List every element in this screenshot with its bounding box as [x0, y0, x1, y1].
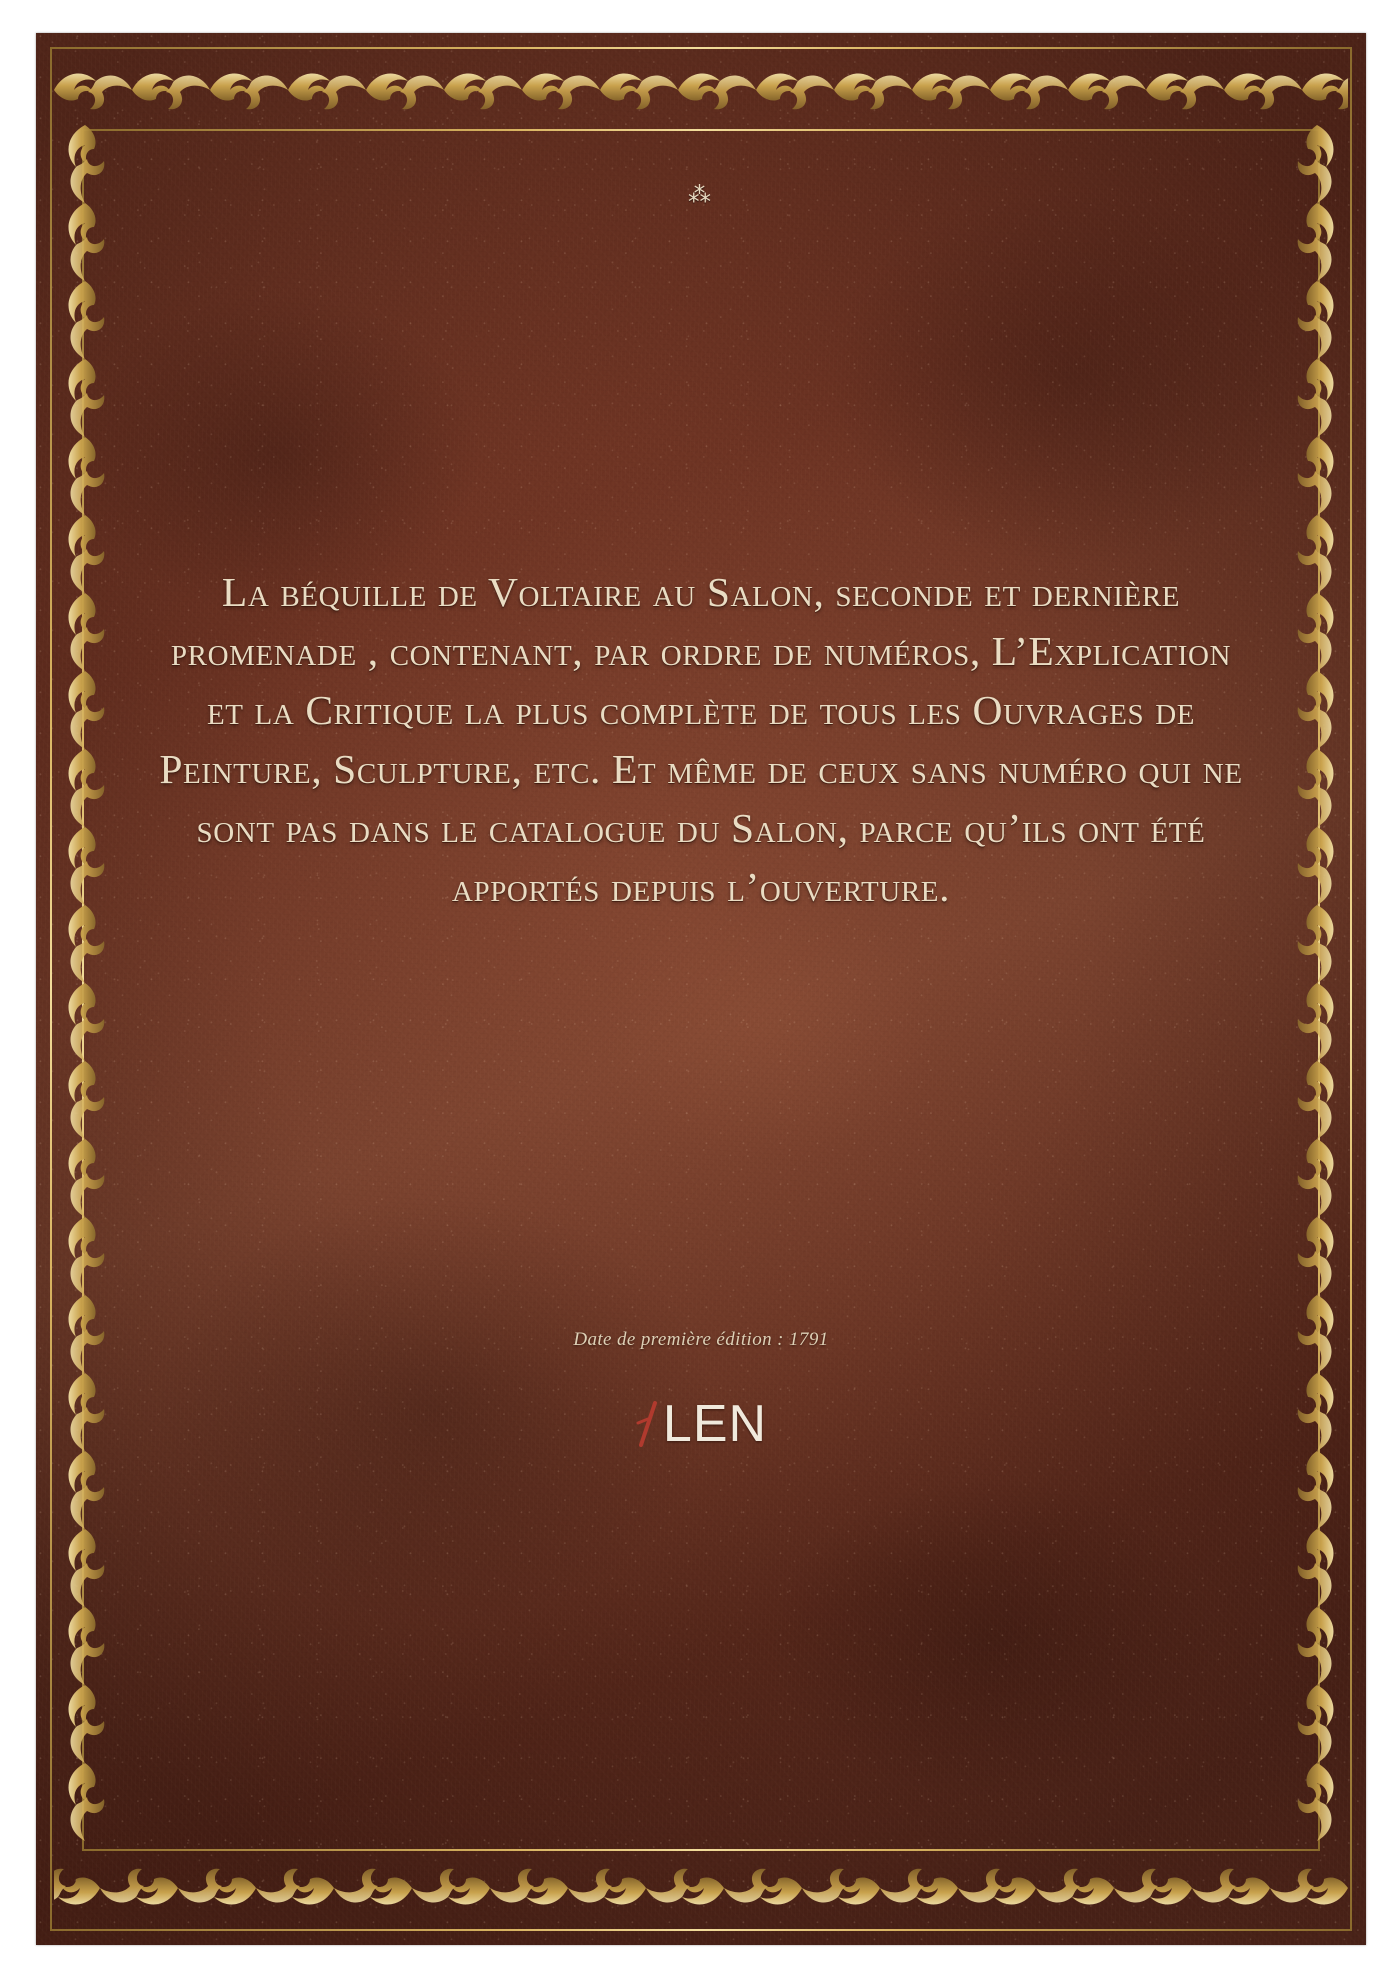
- gilt-ornament-band-top: [54, 59, 1348, 121]
- leather-speckle-texture: [36, 33, 1366, 1945]
- publisher-logo: [36, 1389, 1366, 1459]
- book-title: La béquille de Voltaire au Salon, seconde et dernière promenade , contenant, par ordre de numéros, L’Explication et la Critique la plus complète de tous les Ouvrages de Peinture, Sculpture, etc. Et même de ceux sans numéro qui ne sont pas dans le catalogue du Salon, parce qu’ils ont été apportés depuis l’ouverture.: [159, 569, 1243, 910]
- gilt-rule-outer-top: [50, 47, 1352, 49]
- publisher-name: LEN: [662, 1395, 768, 1453]
- leather-grain-texture: [36, 33, 1366, 1945]
- publisher-mark-icon: [635, 1401, 661, 1447]
- gilt-rule-inner-bottom: [82, 1849, 1320, 1851]
- gilt-rule-inner-right: [1318, 129, 1320, 1851]
- gilt-rule-outer-right: [1350, 47, 1352, 1931]
- gilt-rule-inner-top: [82, 129, 1320, 131]
- gilt-rule-inner-left: [82, 129, 84, 1851]
- asterism-ornament: ⁂: [688, 183, 714, 208]
- gilt-ornament-band-left: [54, 125, 116, 1855]
- leather-cover: [36, 33, 1366, 1945]
- gilt-ornament-band-bottom: [54, 1857, 1348, 1919]
- title-block: [148, 563, 1254, 917]
- gilt-ornament-band-right: [1286, 125, 1348, 1855]
- gilt-rule-outer-bottom: [50, 1929, 1352, 1931]
- gilt-rule-outer-left: [50, 47, 52, 1931]
- edition-date: Date de première édition : 1791: [573, 1329, 829, 1350]
